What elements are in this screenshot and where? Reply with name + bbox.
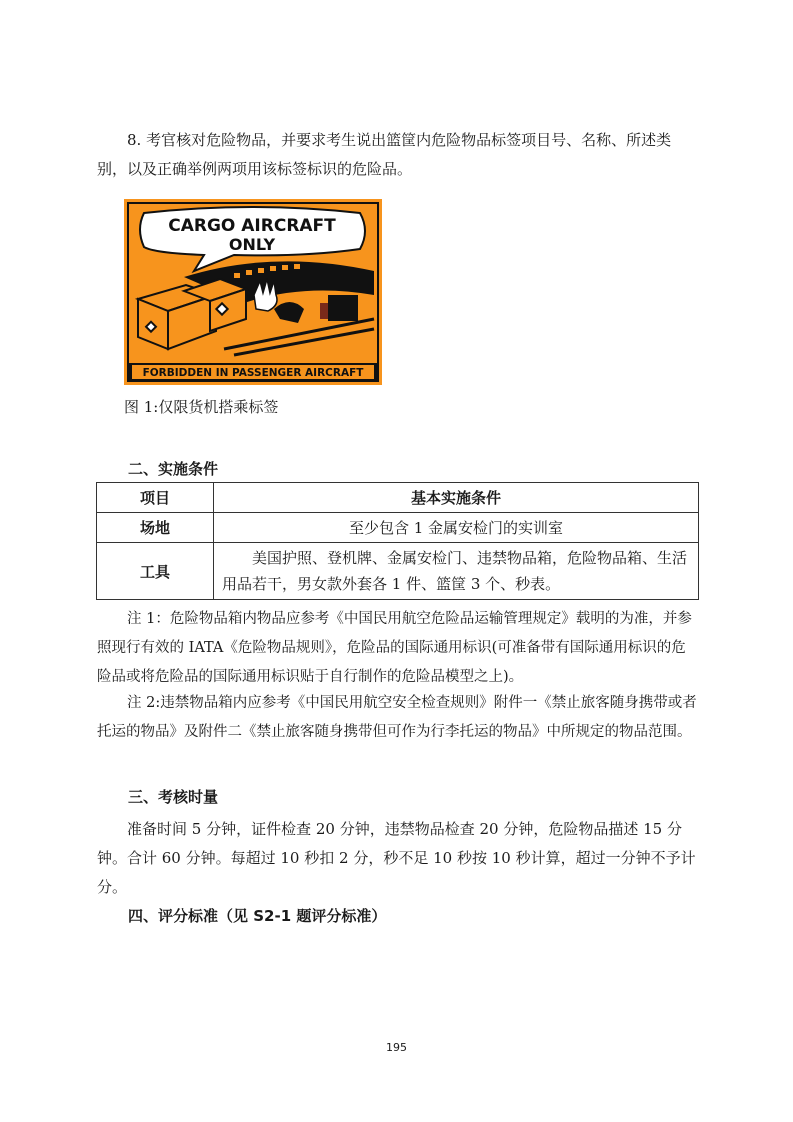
cargo-aircraft-only-label xyxy=(124,199,382,385)
tools-value: 美国护照、登机牌、金属安检门、违禁物品箱，危险物品箱、生活用品若干，男女款外套各 1 件、篮筐 3 个、秒表。 xyxy=(214,543,699,600)
intro-paragraph: 8. 考官核对危险物品，并要求考生说出篮筐内危险物品标签项目号、名称、所述类别，以及正确举例两项用该标签标识的危险品。 xyxy=(97,131,672,178)
section-3-heading: 三、考核时量 xyxy=(128,788,219,806)
note-1: 注 1：危险物品箱内物品应参考《中国民用航空危险品运输管理规定》载明的为准，并参照现行有效的 IATA《危险物品规则》，危险品的国际通用标识(可准备带有国际通用标识的危险品或将危险品的国际通用标识贴于自行制作的危险品模型之上)。 xyxy=(97,611,692,685)
cargo-door-icon xyxy=(328,295,358,321)
table-header-row xyxy=(97,483,699,513)
conditions-table xyxy=(96,482,699,600)
section-2-heading: 二、实施条件 xyxy=(128,460,219,478)
tools-label: 工具 xyxy=(97,543,214,600)
site-value: 至少包含 1 金属安检门的实训室 xyxy=(214,513,699,543)
site-label: 场地 xyxy=(97,513,214,543)
figure-caption: 图 1:仅限货机搭乘标签 xyxy=(124,398,279,416)
table-row xyxy=(97,543,699,600)
time-paragraph: 准备时间 5 分钟，证件检查 20 分钟，违禁物品检查 20 分钟，危险物品描述 15 分钟。合计 60 分钟。每超过 10 秒扣 2 分，秒不足 10 秒按 10 秒计算，超过一分钟不予计分。 xyxy=(97,820,696,896)
label-top-line2: ONLY xyxy=(228,235,276,254)
label-top-line1: CARGO AIRCRAFT xyxy=(168,216,336,236)
section-4-heading: 四、评分标准（见 S2-1 题评分标准） xyxy=(128,907,387,925)
table-row xyxy=(97,513,699,543)
header-condition: 基本实施条件 xyxy=(214,483,699,513)
note-2: 注 2:违禁物品箱内应参考《中国民用航空安全检查规则》附件一《禁止旅客随身携带或者托运的物品》及附件二《禁止旅客随身携带但可作为行李托运的物品》中所规定的物品范围。 xyxy=(97,695,697,740)
header-item: 项目 xyxy=(97,483,214,513)
label-bottom-text: FORBIDDEN IN PASSENGER AIRCRAFT xyxy=(142,367,364,379)
page-number: 195 xyxy=(386,1041,407,1054)
